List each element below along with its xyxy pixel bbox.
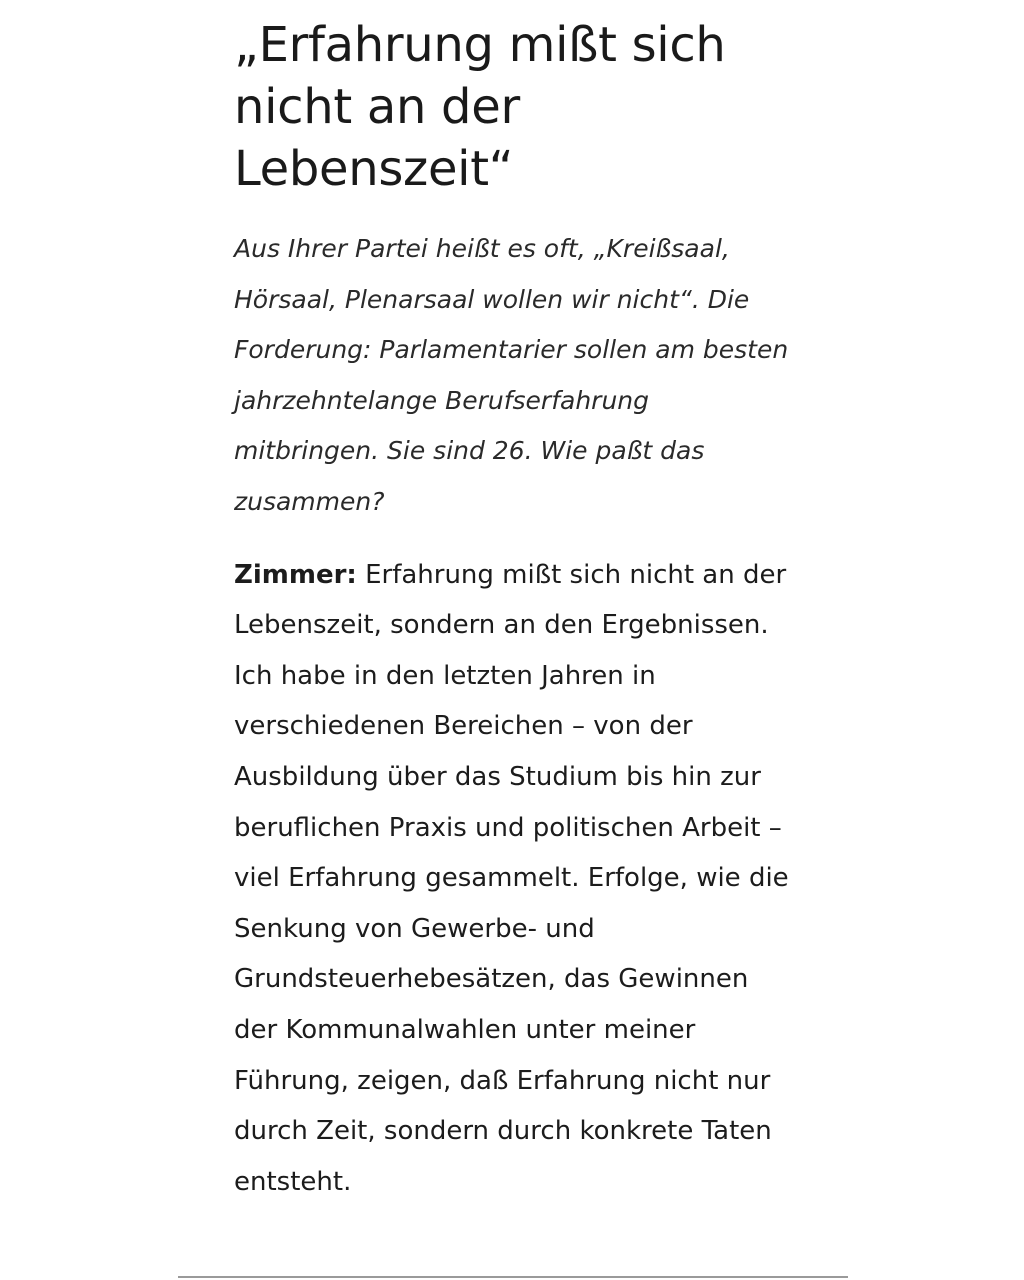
bottom-divider <box>178 1276 848 1278</box>
interview-answer <box>234 550 799 1208</box>
answer-speaker: Zimmer: <box>234 559 357 590</box>
article-headline: „Erfahrung mißt sich nicht an der Lebenszeit“ <box>234 17 726 197</box>
answer-text: Erfahrung mißt sich nicht an der Lebenszeit, sondern an den Ergebnissen. Ich habe in den letzten Jahren in verschiedenen Bereichen – von der Ausbildung über das Studium bis hin zur beruflichen Praxis und politischen Arbeit – viel Erfahrung gesammelt. Erfolge, wie die Senkung von Gewerbe- und Grundsteuerhebesätzen, das Gewinnen der Kommunalwahlen unter meiner Führung, zeigen, daß Erfahrung nicht nur durch Zeit, sondern durch konkrete Taten entsteht. <box>234 559 789 1197</box>
article <box>234 14 814 1207</box>
interview-question: Aus Ihrer Partei heißt es oft, „Kreißsaal, Hörsaal, Plenarsaal wollen wir nicht“. Die Forderung: Parlamentarier sollen am besten jahrzehntelange Berufserfahrung mitbringen. Sie sind 26. Wie paßt das zusammen? <box>234 234 789 516</box>
